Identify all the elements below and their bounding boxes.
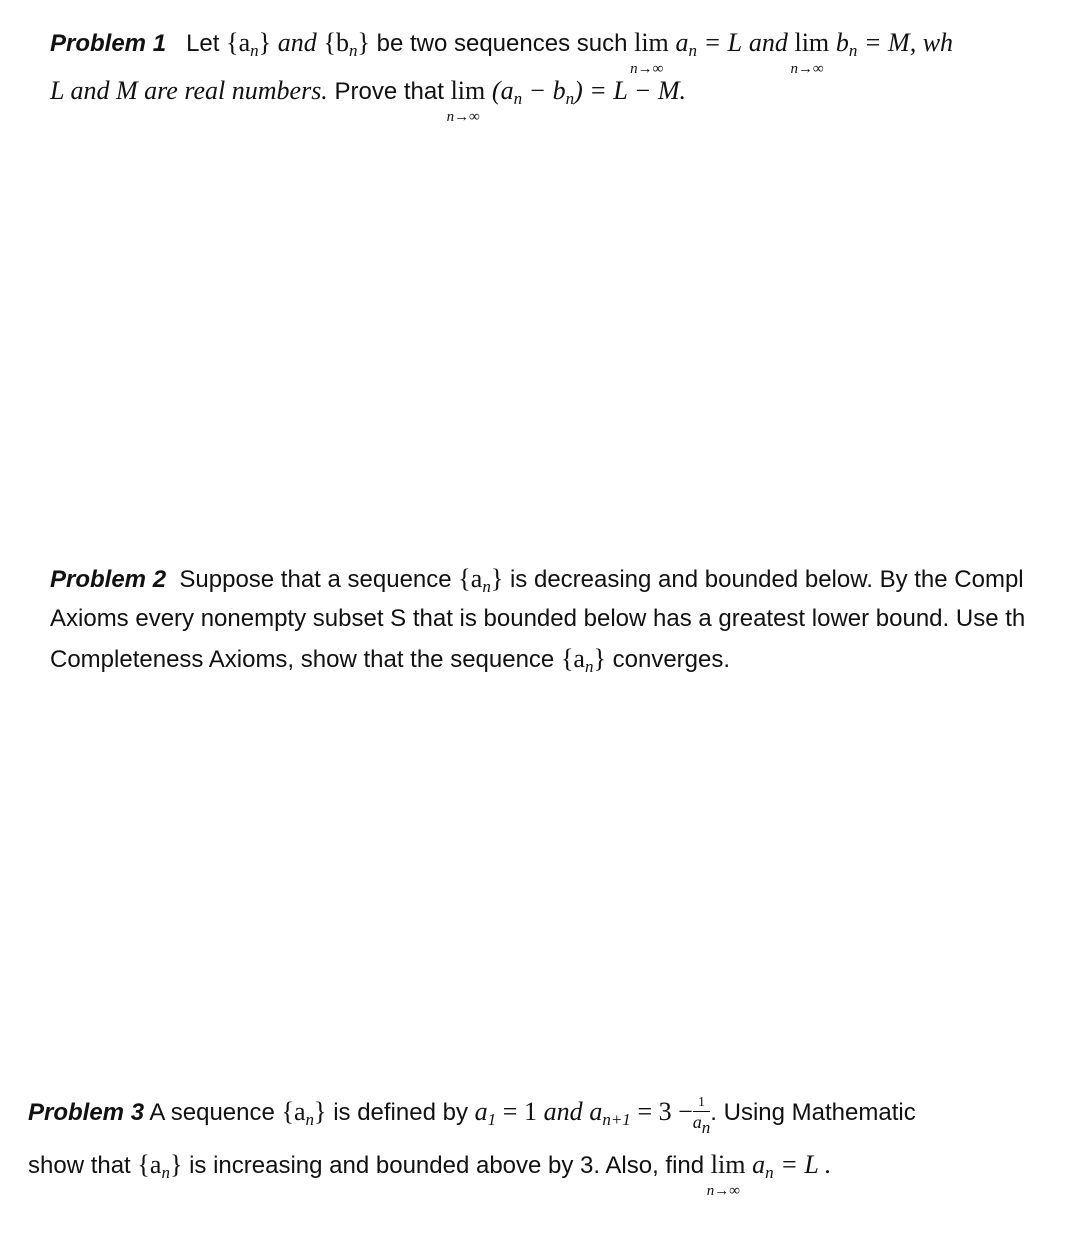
problem2-line2 <box>50 604 1025 634</box>
math-and: and <box>543 1096 583 1126</box>
math-eq-M: = M, wh <box>864 28 954 57</box>
limit-operator: lim n→∞ <box>790 28 830 77</box>
limit-operator: lim n→∞ <box>630 28 669 77</box>
math-seq-a: $\{a_n\}$ <box>458 564 504 596</box>
limit-operator: lim n→∞ <box>446 76 486 125</box>
problem3-line1 <box>28 1095 916 1137</box>
math-eq-3: = 3 − <box>637 1096 693 1126</box>
problem2-line1 <box>50 564 1024 595</box>
math-a1: $a_1$ <box>474 1096 497 1129</box>
text: Axioms every nonempty subset S that is bounded below has a greatest lower bound. Use th <box>50 605 1026 632</box>
math-difference: $(a_n - b_n) = L - M$. <box>491 76 687 108</box>
problem1-label: Problem 1 <box>50 30 167 57</box>
problem1-line2 <box>50 76 687 125</box>
math-seq-a: $\{a_n\}$ <box>226 28 272 60</box>
text: A sequence <box>149 1098 275 1126</box>
math-b-n: $b_n$ <box>835 28 858 60</box>
math-a-n: $a_n$ <box>675 28 697 60</box>
math-a-n-plus-1: $a_{n+1}$ <box>589 1096 631 1129</box>
math-seq-a: $\{a_n\}$ <box>281 1096 327 1129</box>
text: be two sequences such <box>376 30 628 57</box>
math-and: and <box>277 28 317 57</box>
math-a-n: $a_n$ <box>752 1150 774 1182</box>
fraction: $\frac{1}{a_n}$ <box>692 1095 711 1137</box>
text: is increasing and bounded above by 3. Also, find <box>189 1152 705 1179</box>
math-eq-L: = L . <box>780 1150 832 1179</box>
problem1-line1 <box>50 28 954 77</box>
math-seq-a: $\{a_n\}$ <box>137 1150 183 1182</box>
problem3-label: Problem 3 <box>28 1098 145 1126</box>
problem3-line2 <box>28 1150 832 1199</box>
text: Let <box>186 30 220 57</box>
text: Suppose that a sequence <box>179 566 452 593</box>
text: Prove that <box>334 78 444 105</box>
math-real-numbers: L and M are real numbers. <box>50 76 328 105</box>
math-seq-a: $\{a_n\}$ <box>560 644 606 676</box>
limit-operator: lim n→∞ <box>706 1150 746 1199</box>
text: . Using Mathematic <box>710 1098 916 1126</box>
problem2-label: Problem 2 <box>50 566 167 593</box>
text: Completeness Axioms, show that the sequence <box>50 646 555 673</box>
text: is decreasing and bounded below. By the Compl <box>509 566 1024 593</box>
math-and: and <box>748 28 788 57</box>
math-seq-b: $\{b_n\}$ <box>323 28 370 60</box>
math-eq-L: = L <box>703 28 743 57</box>
text: is defined by <box>333 1098 468 1126</box>
math-eq-1: = 1 <box>502 1096 537 1126</box>
text: show that <box>28 1152 131 1179</box>
problem2-line3 <box>50 644 730 675</box>
text: converges. <box>612 646 731 673</box>
